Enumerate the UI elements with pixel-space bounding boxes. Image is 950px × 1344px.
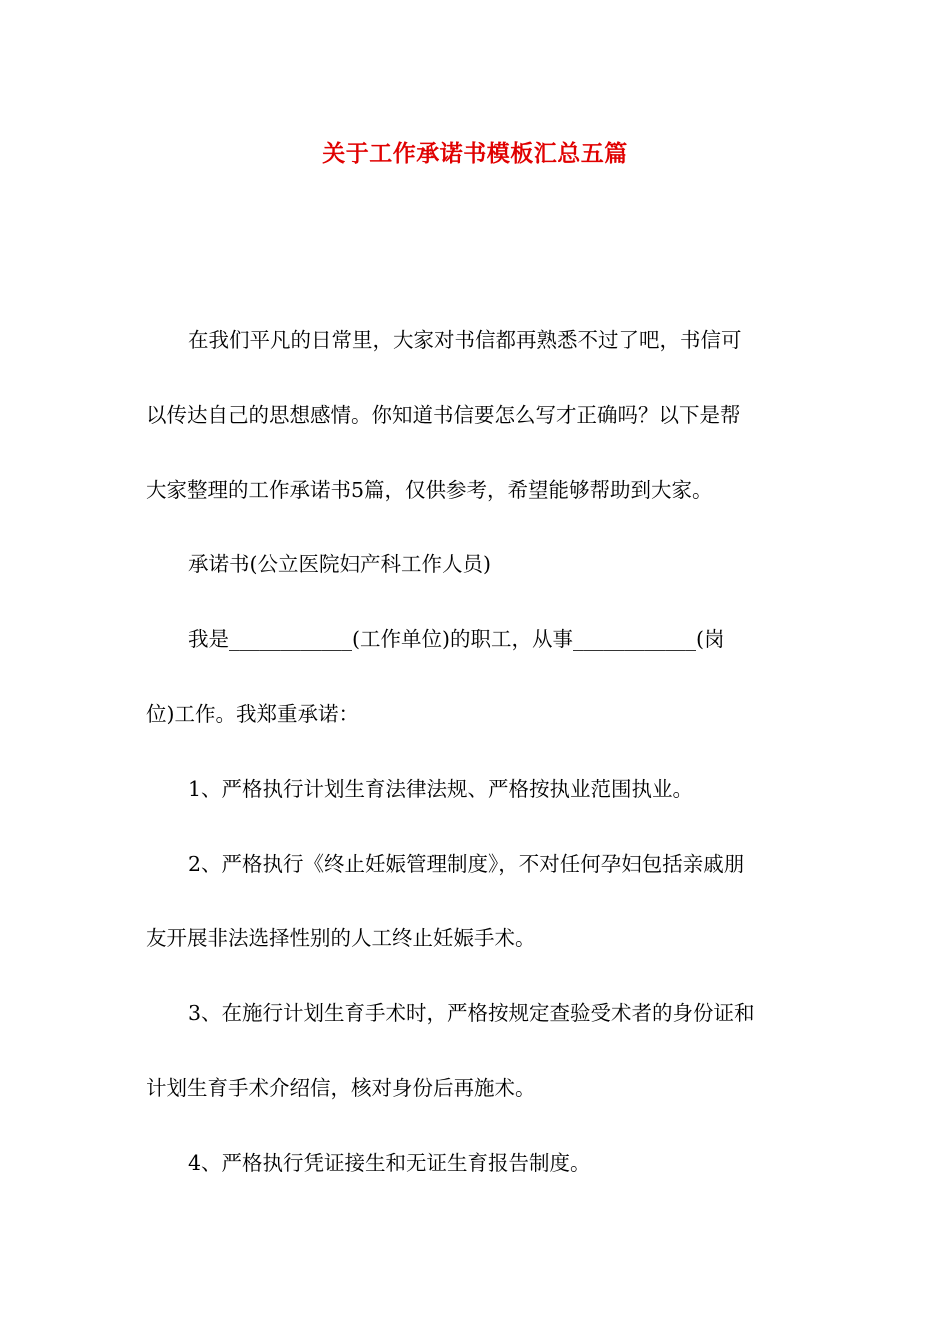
paragraph-line: 计划生育手术介绍信，核对身份后再施术。 [146,1076,536,1100]
paragraph-line: 我是____________(工作单位)的职工，从事____________(岗 [188,627,725,651]
paragraph-line: 友开展非法选择性别的人工终止妊娠手术。 [146,926,536,950]
paragraph-line: 2、严格执行《终止妊娠管理制度》，不对任何孕妇包括亲戚朋 [188,852,745,876]
paragraph-line: 承诺书(公立医院妇产科工作人员) [188,552,491,576]
paragraph-line: 以传达自己的思想感情。你知道书信要怎么写才正确吗？以下是帮 [146,403,741,427]
paragraph-line: 在我们平凡的日常里，大家对书信都再熟悉不过了吧，书信可 [188,328,742,352]
paragraph-line: 3、在施行计划生育手术时，严格按规定查验受术者的身份证和 [188,1001,755,1025]
paragraph-line: 1、严格执行计划生育法律法规、严格按执业范围执业。 [188,777,694,801]
document-title: 关于工作承诺书模板汇总五篇 [322,140,628,167]
paragraph-line: 位)工作。我郑重承诺： [146,702,359,726]
paragraph-line: 4、严格执行凭证接生和无证生育报告制度。 [188,1151,591,1175]
paragraph-line: 大家整理的工作承诺书5篇，仅供参考，希望能够帮助到大家。 [146,478,713,502]
